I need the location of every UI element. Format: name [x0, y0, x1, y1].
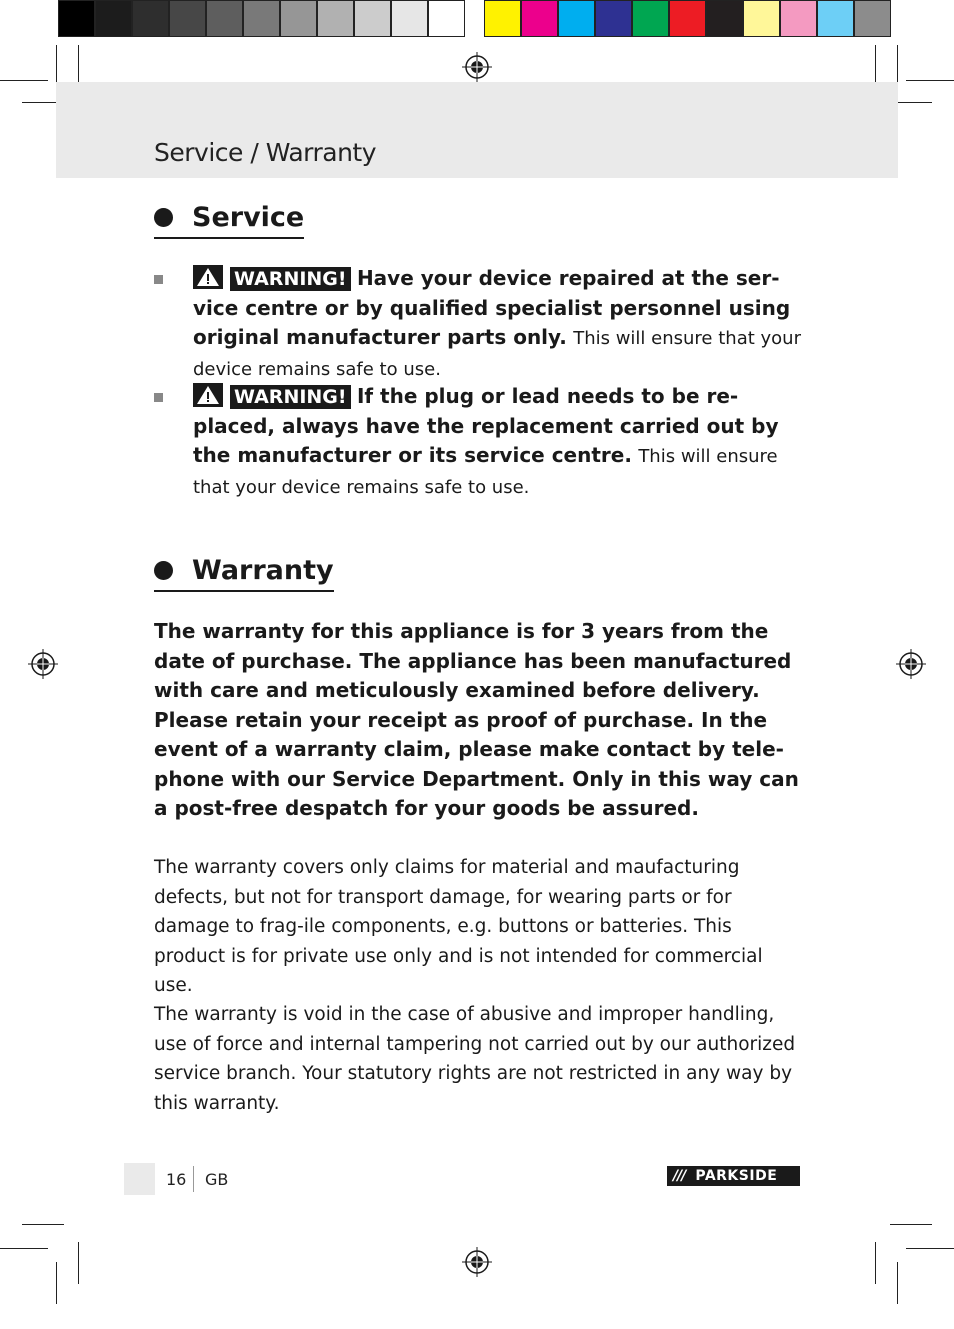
registration-mark-icon [462, 1247, 492, 1277]
process-color-swatch [669, 0, 706, 37]
warning-text: If the plug or lead needs to be re-placed, always have the replacement carried out by the manufacturer or its service centre. [193, 384, 779, 467]
grayscale-swatch [132, 0, 169, 37]
process-color-swatch [780, 0, 817, 37]
crop-mark [22, 1224, 64, 1225]
grayscale-swatch [317, 0, 354, 37]
grayscale-swatch [428, 0, 465, 37]
crop-mark [78, 45, 79, 87]
crop-mark [78, 1242, 79, 1284]
process-color-swatch [817, 0, 854, 37]
registration-mark-icon [462, 52, 492, 82]
service-heading-text: Service [192, 202, 305, 233]
grayscale-swatch [169, 0, 206, 37]
warning-text: Have your device repaired at the ser-vice centre or by qualified specialist personnel using original manufacturer parts only. [193, 266, 791, 349]
process-color-swatch [595, 0, 632, 37]
bullet-dot-icon [154, 561, 173, 580]
process-color-swatch [854, 0, 891, 37]
grayscale-swatch [206, 0, 243, 37]
warning-note: This will ensure that your device remains safe to use. [193, 328, 801, 380]
grayscale-swatch [58, 0, 95, 37]
parkside-logo [667, 1166, 800, 1186]
square-bullet-icon [154, 275, 163, 284]
warranty-heading [154, 555, 334, 592]
crop-mark [897, 45, 898, 87]
process-color-swatch [521, 0, 558, 37]
service-heading [154, 202, 304, 239]
bullet-dot-icon [154, 208, 173, 227]
warning-label: WARNING! [230, 385, 351, 409]
crop-mark [897, 1262, 898, 1304]
crop-mark [0, 1248, 48, 1249]
warning-triangle-icon [193, 383, 223, 407]
warranty-heading-text: Warranty [192, 555, 334, 586]
warranty-coverage-paragraph: The warranty covers only claims for material and maufacturing defects, but not for transport damage, for wearing parts or for damage to frag-ile components, e.g. buttons or batteries. This product is for private use only and is not intended for commercial use. [154, 857, 763, 996]
grayscale-swatch [354, 0, 391, 37]
process-color-swatch [743, 0, 780, 37]
footer-divider [193, 1166, 194, 1192]
process-color-swatch [706, 0, 743, 37]
language-code: GB [205, 1170, 229, 1189]
grayscale-swatch [95, 0, 132, 37]
square-bullet-icon [154, 393, 163, 402]
crop-mark [875, 1242, 876, 1284]
registration-mark-icon [28, 649, 58, 679]
process-color-bar [484, 0, 891, 38]
grayscale-swatch [243, 0, 280, 37]
crop-mark [906, 80, 954, 81]
warning-note: This will ensure that your device remains safe to use. [193, 446, 778, 498]
warranty-intro: The warranty for this appliance is for 3 years from the date of purchase. The appliance has been manufactured with care and meticulously examined before delivery. Please retain your receipt as proof of purchase. In the event of a warranty claim, please make contact by tele-phone with our Service Department. Only in this way can a post-free despatch for your goods be assured. [154, 619, 799, 820]
logo-slashes: /// [673, 1168, 686, 1184]
list-item [154, 382, 804, 502]
list-item [154, 264, 804, 384]
page-title: Service / Warranty [154, 138, 377, 167]
crop-mark [0, 80, 48, 81]
warning-label: WARNING! [230, 267, 351, 291]
crop-mark [890, 1224, 932, 1225]
crop-mark [56, 45, 57, 87]
warning-triangle-icon [193, 265, 223, 289]
crop-mark [875, 45, 876, 87]
brand-name: PARKSIDE [695, 1168, 778, 1184]
registration-mark-icon [896, 649, 926, 679]
process-color-swatch [484, 0, 521, 37]
grayscale-swatch [280, 0, 317, 37]
warranty-void-paragraph: The warranty is void in the case of abusive and improper handling, use of force and internal tampering not carried out by our authorized service branch. Your statutory rights are not restricted in any way by this warranty. [154, 1004, 796, 1114]
process-color-swatch [632, 0, 669, 37]
crop-mark [56, 1262, 57, 1304]
page-number: 16 [166, 1170, 187, 1189]
grayscale-color-bar [58, 0, 465, 38]
grayscale-swatch [391, 0, 428, 37]
page-number-box [124, 1163, 155, 1195]
process-color-swatch [558, 0, 595, 37]
crop-mark [906, 1248, 954, 1249]
